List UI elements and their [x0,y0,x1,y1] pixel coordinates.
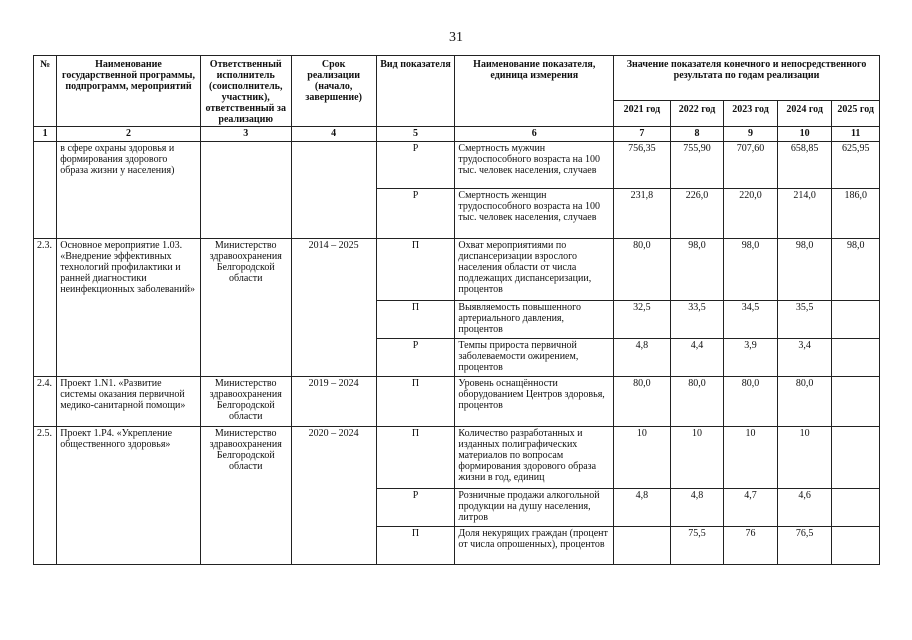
column-number: 5 [376,127,455,142]
column-number: 2 [57,127,201,142]
header-values-group: Значение показателя конечного и непосредственного результата по годам реализации [614,56,880,101]
indicator-type: П [376,239,455,301]
term: 2019 – 2024 [291,377,376,427]
row-number: 2.4. [34,377,57,427]
value-2024: 4,6 [777,489,832,527]
table-row [34,239,880,301]
indicator-name: Выявляемость повышенного артериального давления, процентов [455,301,614,339]
value-2022: 33,5 [670,301,724,339]
table-row [34,377,880,427]
executor: Министерство здравоохранения Белгородской области [200,239,291,377]
value-2021: 231,8 [614,189,671,239]
value-2024: 80,0 [777,377,832,427]
value-2023: 220,0 [724,189,778,239]
program-name: Основное мероприятие 1.03. «Внедрение эффективных технологий профилактики и ранней диагностики неинфекционных заболеваний» [57,239,201,377]
column-number: 6 [455,127,614,142]
row-number [34,142,57,239]
indicator-name: Уровень оснащённости оборудованием Центров здоровья, процентов [455,377,614,427]
table-row [34,142,880,189]
value-2021: 32,5 [614,301,671,339]
value-2025 [832,301,880,339]
indicator-name: Количество разработанных и изданных полиграфических материалов по вопросам формирования здорового образа жизни в год, единиц [455,427,614,489]
header-year: 2024 год [777,100,832,126]
row-number: 2.5. [34,427,57,565]
value-2022: 226,0 [670,189,724,239]
indicator-name: Смертность мужчин трудоспособного возраста на 100 тыс. человек населения, случаев [455,142,614,189]
row-number: 2.3. [34,239,57,377]
header-year: 2023 год [724,100,778,126]
indicator-name: Темпы прироста первичной заболеваемости ожирением, процентов [455,339,614,377]
value-2022: 80,0 [670,377,724,427]
indicator-type: Р [376,189,455,239]
column-number: 7 [614,127,671,142]
indicator-name: Доля некурящих граждан (процент от числа опрошенных), процентов [455,527,614,565]
header-year: 2021 год [614,100,671,126]
value-2023: 76 [724,527,778,565]
executor: Министерство здравоохранения Белгородской области [200,377,291,427]
indicator-name: Охват мероприятиями по диспансеризации взрослого населения области от числа подлежащих диспансеризации, процентов [455,239,614,301]
value-2022: 4,4 [670,339,724,377]
value-2024: 35,5 [777,301,832,339]
table-row [34,427,880,489]
header-row [34,56,880,101]
indicator-name: Розничные продажи алкогольной продукции на душу населения, литров [455,489,614,527]
value-2022: 4,8 [670,489,724,527]
column-number: 11 [832,127,880,142]
value-2021: 756,35 [614,142,671,189]
column-number: 3 [200,127,291,142]
indicator-type: П [376,427,455,489]
program-name: Проект 1.Р4. «Укрепление общественного здоровья» [57,427,201,565]
value-2024: 10 [777,427,832,489]
column-number: 1 [34,127,57,142]
column-number: 10 [777,127,832,142]
value-2024: 76,5 [777,527,832,565]
value-2022: 10 [670,427,724,489]
program-name: в сфере охраны здоровья и формирования здорового образа жизни у населения) [57,142,201,239]
indicator-type: П [376,377,455,427]
value-2021: 80,0 [614,377,671,427]
executor: Министерство здравоохранения Белгородской области [200,427,291,565]
page-number: 31 [449,30,463,45]
value-2025 [832,427,880,489]
term [291,142,376,239]
value-2024: 214,0 [777,189,832,239]
value-2025: 625,95 [832,142,880,189]
value-2023: 4,7 [724,489,778,527]
value-2025 [832,339,880,377]
value-2022: 755,90 [670,142,724,189]
header-year: 2022 год [670,100,724,126]
indicator-type: П [376,301,455,339]
indicator-type: Р [376,489,455,527]
value-2023: 98,0 [724,239,778,301]
header-type: Вид показателя [376,56,455,127]
value-2023: 3,9 [724,339,778,377]
header-indicator: Наименование показателя, единица измерения [455,56,614,127]
column-numbers-row [34,127,880,142]
indicator-type: Р [376,142,455,189]
header-no: № [34,56,57,127]
column-number: 9 [724,127,778,142]
indicators-table [33,55,880,565]
value-2021: 10 [614,427,671,489]
value-2021: 4,8 [614,339,671,377]
column-number: 8 [670,127,724,142]
value-2023: 707,60 [724,142,778,189]
value-2022: 75,5 [670,527,724,565]
value-2023: 10 [724,427,778,489]
value-2024: 98,0 [777,239,832,301]
header-year: 2025 год [832,100,880,126]
value-2021: 4,8 [614,489,671,527]
value-2025 [832,377,880,427]
value-2025: 98,0 [832,239,880,301]
column-number: 4 [291,127,376,142]
program-name: Проект 1.N1. «Развитие системы оказания первичной медико-санитарной помощи» [57,377,201,427]
value-2025: 186,0 [832,189,880,239]
value-2025 [832,527,880,565]
indicator-type: Р [376,339,455,377]
header-executor: Ответственный исполнитель (соисполнитель, участник), ответственный за реализацию [200,56,291,127]
indicator-type: П [376,527,455,565]
indicator-name: Смертность женщин трудоспособного возраста на 100 тыс. человек населения, случаев [455,189,614,239]
value-2024: 3,4 [777,339,832,377]
value-2021 [614,527,671,565]
term: 2020 – 2024 [291,427,376,565]
executor [200,142,291,239]
value-2024: 658,85 [777,142,832,189]
value-2025 [832,489,880,527]
value-2022: 98,0 [670,239,724,301]
value-2023: 34,5 [724,301,778,339]
header-term: Срок реализации (начало, завершение) [291,56,376,127]
value-2021: 80,0 [614,239,671,301]
value-2023: 80,0 [724,377,778,427]
term: 2014 – 2025 [291,239,376,377]
header-name: Наименование государственной программы, подпрограмм, мероприятий [57,56,201,127]
